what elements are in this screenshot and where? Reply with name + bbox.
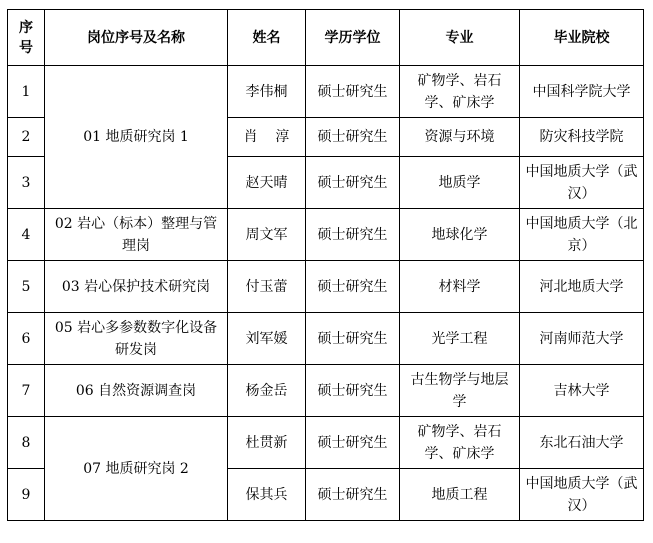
row-major: 矿物学、岩石学、矿床学 bbox=[400, 66, 520, 118]
row-name: 杨金岳 bbox=[228, 365, 306, 417]
header-row bbox=[8, 10, 644, 66]
row-major: 矿物学、岩石学、矿床学 bbox=[400, 417, 520, 469]
row-degree: 硕士研究生 bbox=[306, 469, 400, 521]
row-name: 赵天晴 bbox=[228, 157, 306, 209]
row-position: 03 岩心保护技术研究岗 bbox=[45, 261, 228, 313]
row-degree: 硕士研究生 bbox=[306, 118, 400, 157]
row-school: 吉林大学 bbox=[520, 365, 644, 417]
row-name: 杜贯新 bbox=[228, 417, 306, 469]
row-name: 肖 淳 bbox=[228, 118, 306, 157]
row-index: 8 bbox=[8, 417, 45, 469]
row-major: 资源与环境 bbox=[400, 118, 520, 157]
header-position: 岗位序号及名称 bbox=[45, 10, 228, 66]
row-index: 2 bbox=[8, 118, 45, 157]
row-major: 地质工程 bbox=[400, 469, 520, 521]
row-index: 5 bbox=[8, 261, 45, 313]
table-row bbox=[8, 66, 644, 118]
header-index: 序 号 bbox=[8, 10, 45, 66]
row-school: 中国地质大学（武汉） bbox=[520, 157, 644, 209]
row-index: 4 bbox=[8, 209, 45, 261]
row-index: 9 bbox=[8, 469, 45, 521]
row-position: 02 岩心（标本）整理与管理岗 bbox=[45, 209, 228, 261]
table-row bbox=[8, 313, 644, 365]
row-school: 防灾科技学院 bbox=[520, 118, 644, 157]
row-major: 古生物学与地层学 bbox=[400, 365, 520, 417]
table-row bbox=[8, 261, 644, 313]
row-degree: 硕士研究生 bbox=[306, 66, 400, 118]
row-name: 保其兵 bbox=[228, 469, 306, 521]
table-row bbox=[8, 209, 644, 261]
row-position: 05 岩心多参数数字化设备研发岗 bbox=[45, 313, 228, 365]
row-degree: 硕士研究生 bbox=[306, 261, 400, 313]
row-major: 光学工程 bbox=[400, 313, 520, 365]
row-name: 刘军媛 bbox=[228, 313, 306, 365]
row-major: 地质学 bbox=[400, 157, 520, 209]
row-index: 3 bbox=[8, 157, 45, 209]
row-position: 06 自然资源调查岗 bbox=[45, 365, 228, 417]
row-degree: 硕士研究生 bbox=[306, 313, 400, 365]
row-name: 付玉蕾 bbox=[228, 261, 306, 313]
row-index: 7 bbox=[8, 365, 45, 417]
personnel-table bbox=[7, 9, 644, 521]
header-school: 毕业院校 bbox=[520, 10, 644, 66]
row-degree: 硕士研究生 bbox=[306, 417, 400, 469]
row-position: 01 地质研究岗 1 bbox=[45, 66, 228, 209]
row-index: 1 bbox=[8, 66, 45, 118]
row-school: 河南师范大学 bbox=[520, 313, 644, 365]
row-position: 07 地质研究岗 2 bbox=[45, 417, 228, 521]
header-major: 专业 bbox=[400, 10, 520, 66]
row-degree: 硕士研究生 bbox=[306, 209, 400, 261]
row-school: 中国地质大学（北京） bbox=[520, 209, 644, 261]
row-name: 李伟桐 bbox=[228, 66, 306, 118]
header-name: 姓名 bbox=[228, 10, 306, 66]
row-name: 周文军 bbox=[228, 209, 306, 261]
row-major: 地球化学 bbox=[400, 209, 520, 261]
header-degree: 学历学位 bbox=[306, 10, 400, 66]
row-degree: 硕士研究生 bbox=[306, 157, 400, 209]
table-row bbox=[8, 417, 644, 469]
row-school: 河北地质大学 bbox=[520, 261, 644, 313]
row-school: 中国科学院大学 bbox=[520, 66, 644, 118]
row-index: 6 bbox=[8, 313, 45, 365]
row-school: 东北石油大学 bbox=[520, 417, 644, 469]
row-school: 中国地质大学（武汉） bbox=[520, 469, 644, 521]
table-row bbox=[8, 365, 644, 417]
row-degree: 硕士研究生 bbox=[306, 365, 400, 417]
row-major: 材料学 bbox=[400, 261, 520, 313]
